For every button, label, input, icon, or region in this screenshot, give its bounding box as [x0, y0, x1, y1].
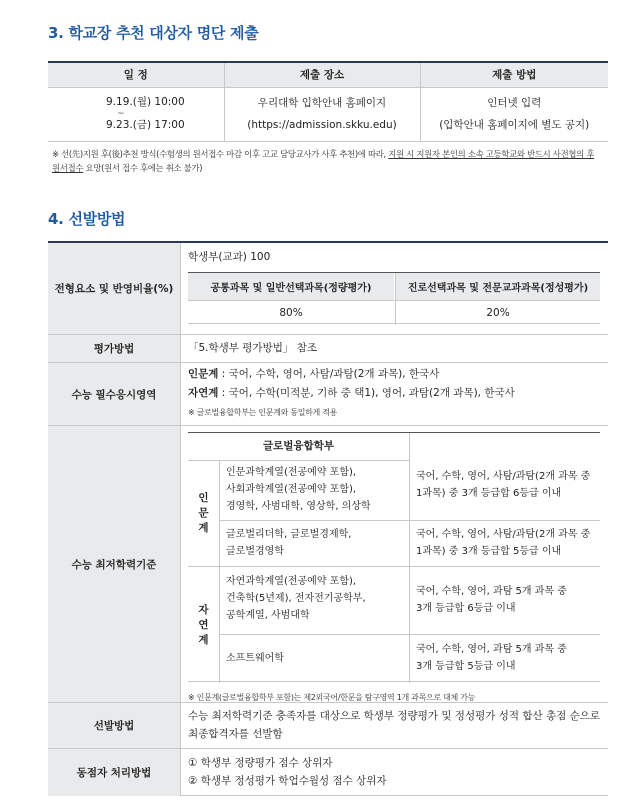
row-divider	[48, 362, 608, 363]
divider	[219, 634, 600, 635]
header-method: 제출 방법	[420, 62, 608, 87]
humanities-value: : 국어, 수학, 영어, 사탐/과탐(2개 과목), 한국사	[218, 368, 440, 380]
place-line1: 우리대학 입학안내 홈페이지	[257, 97, 387, 109]
note-underline: 지원 시 지원자 본인의 소속 고등학교와 반드시 사전협의 후 원서접수	[52, 149, 595, 173]
ratio-intro: 학생부(교과) 100	[188, 251, 271, 263]
divider	[219, 460, 220, 683]
section-4-title: 4. 선발방법	[48, 210, 126, 228]
humanities-key: 인문계	[188, 368, 219, 380]
vertical-char: 계	[198, 633, 209, 646]
minimum-label: 수능 최저학력기준	[48, 426, 180, 702]
major-line: 공학계열, 사범대학	[226, 610, 310, 621]
method-cell	[420, 87, 608, 141]
divider	[188, 566, 600, 567]
selection-line2: 최종합격자를 선발함	[188, 728, 283, 740]
science-key: 자연계	[188, 387, 219, 399]
ratio-col1-header: 공통과목 및 일반선택과목(정량평가)	[188, 273, 394, 300]
standard-line: 1과목) 중 3개 등급합 6등급 이내	[416, 488, 562, 499]
eval-label: 평가방법	[48, 335, 180, 362]
standard-cell	[416, 468, 590, 502]
minimum-note: ※ 인문계(글로벌융합학부 포함)는 제2외국어/한문을 탐구영역 1개 과목으로 대체 가능	[188, 693, 476, 702]
standard-cell	[416, 641, 567, 675]
major-line: 글로벌리더학, 글로벌경제학,	[226, 529, 352, 540]
column-divider	[180, 243, 181, 796]
place-url[interactable]: (https://admission.skku.edu)	[247, 119, 397, 131]
vertical-char: 계	[198, 522, 209, 534]
majors-cell	[226, 464, 371, 515]
ratio-col2-header: 진로선택과목 및 전문교과과목(정성평가)	[395, 273, 600, 300]
standard-line: 국어, 수학, 영어, 사탐/과탐(2개 과목 중	[416, 471, 591, 482]
standard-line: 1과목) 중 3개 등급합 5등급 이내	[416, 546, 562, 557]
tie-line1: ① 학생부 정량평가 점수 상위자	[188, 757, 333, 769]
vertical-char: 인	[198, 492, 209, 504]
science-vertical-label	[188, 567, 219, 683]
ratio-subtable	[188, 272, 600, 324]
row-divider	[48, 748, 608, 749]
submission-note	[52, 147, 602, 175]
divider	[409, 433, 410, 683]
selection-line1: 수능 최저학력기준 충족자를 대상으로 학생부 정량평가 및 정성평가 성적 합산 총점 순으로	[188, 710, 601, 722]
place-cell	[224, 87, 420, 141]
major-line: 경영학, 사범대학, 영상학, 의상학	[226, 501, 371, 512]
global-header: 글로벌융합학부	[262, 440, 334, 452]
standard-line: 국어, 수학, 영어, 사탐/과탐(2개 과목 중	[416, 529, 591, 540]
tie-label: 동점자 처리방법	[48, 749, 180, 796]
method-line1: 인터넷 입력	[487, 97, 542, 109]
tie-line2: ② 학생부 정성평가 학업수월성 점수 상위자	[188, 775, 387, 787]
standard-line: 3개 등급합 6등급 이내	[416, 603, 516, 614]
major-line: 자연과학계열(전공예약 포함),	[226, 576, 357, 587]
divider	[188, 460, 409, 461]
standard-line: 3개 등급합 5등급 이내	[416, 661, 516, 672]
major-line: 소프트웨어학	[226, 653, 284, 664]
standard-line: 국어, 수학, 영어, 과탐 5개 과목 중	[416, 586, 567, 597]
submission-table	[48, 61, 608, 142]
header-schedule: 일 정	[48, 62, 224, 87]
required-science	[188, 385, 515, 402]
required-label: 수능 필수응시영역	[48, 363, 180, 425]
ratio-col1-value: 80%	[188, 300, 394, 325]
divider	[219, 520, 600, 521]
science-value: : 국어, 수학(미적분, 기하 중 택1), 영어, 과탐(2개 과목), 한국사	[218, 387, 515, 399]
schedule-start: 9.19.(월) 10:00	[106, 96, 185, 108]
ratio-col2-value: 20%	[395, 300, 600, 325]
minimum-subtable	[188, 432, 600, 682]
header-place: 제출 장소	[224, 62, 420, 87]
note-prefix: ※ 선(先)지원 후(後)추천 방식(수험생의 원서접수 마감 이후 고교 담당교사가 사후 추천)에 따라,	[52, 149, 389, 159]
table-row	[48, 87, 608, 141]
row-divider	[48, 425, 608, 426]
standard-cell	[416, 526, 590, 560]
selection-method-table	[48, 241, 608, 796]
humanities-vertical-label	[188, 461, 219, 566]
required-note: ※ 글로벌융합학부는 인문계와 동일하게 적용	[188, 408, 338, 417]
schedule-end: 9.23.(금) 17:00	[106, 119, 185, 131]
major-line: 인문과학계열(전공예약 포함),	[226, 467, 357, 478]
majors-cell	[226, 526, 351, 560]
majors-cell	[226, 573, 366, 624]
major-line: 사회과학계열(전공예약 포함),	[226, 484, 357, 495]
eval-text: 「5.학생부 평가방법」 참조	[188, 342, 317, 354]
note-suffix: 요망(원서 접수 후에는 취소 불가)	[83, 163, 203, 173]
schedule-cell	[48, 87, 224, 141]
vertical-char: 자	[198, 603, 209, 616]
selection-label: 선발방법	[48, 703, 180, 748]
method-line2: (입학안내 홈페이지에 별도 공지)	[439, 119, 590, 131]
major-line: 글로벌경영학	[226, 546, 284, 557]
ratio-label: 전형요소 및 반영비율(%)	[48, 243, 180, 334]
row-divider	[48, 334, 608, 335]
standard-line: 국어, 수학, 영어, 과탐 5개 과목 중	[416, 644, 567, 655]
majors-cell	[226, 650, 284, 667]
major-line: 건축학(5년제), 전자전기공학부,	[226, 593, 366, 604]
required-humanities	[188, 366, 439, 383]
vertical-char: 문	[198, 507, 209, 519]
schedule-dash: ~	[116, 109, 125, 119]
section-3-title: 3. 학교장 추천 대상자 명단 제출	[48, 24, 259, 42]
vertical-char: 연	[198, 618, 209, 631]
standard-cell	[416, 583, 567, 617]
